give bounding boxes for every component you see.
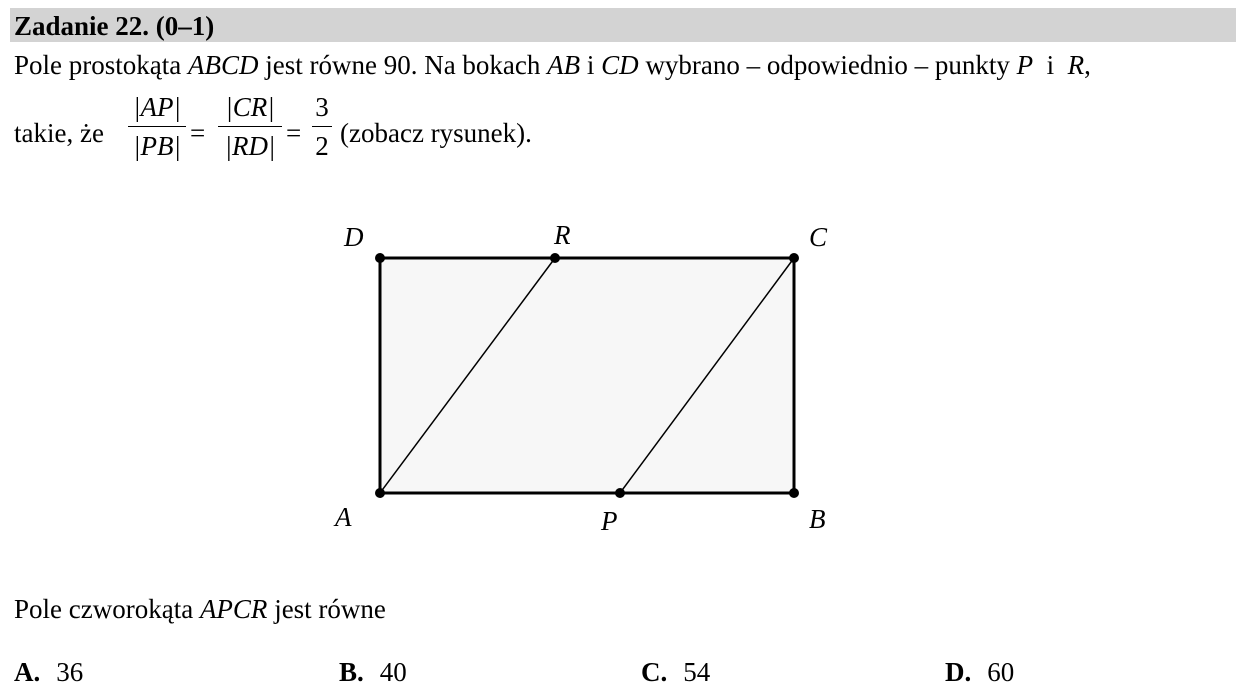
vertex-a <box>375 488 385 498</box>
rectangle-abcd <box>380 258 794 493</box>
option-letter: C. <box>641 657 668 687</box>
fraction-numerator: |AP| <box>133 92 181 122</box>
label-a: A <box>335 502 352 532</box>
option-a[interactable] <box>14 656 83 688</box>
prompt-text: Pole czworokąta <box>14 594 200 624</box>
option-letter: A. <box>14 657 41 687</box>
label-p: P <box>601 506 618 536</box>
label-d: D <box>344 222 364 252</box>
statement-text: i <box>1033 50 1068 80</box>
label-r: R <box>554 220 571 250</box>
option-b[interactable] <box>339 656 407 688</box>
statement-text: takie, że <box>14 118 104 148</box>
question-prompt <box>14 593 386 625</box>
statement-text: jest równe 90. Na bokach <box>258 50 548 80</box>
statement-text: , <box>1084 50 1091 80</box>
fraction-numerator: 3 <box>315 92 329 122</box>
option-value: 54 <box>683 657 711 687</box>
statement-text: Pole prostokąta <box>14 50 188 80</box>
task-title: Zadanie 22. (0–1) <box>14 11 215 41</box>
option-c[interactable] <box>641 656 710 688</box>
vertex-c <box>789 253 799 263</box>
fraction-denominator: |RD| <box>224 131 276 161</box>
side-ab: AB <box>547 50 581 80</box>
option-d[interactable] <box>945 656 1014 688</box>
side-cd: CD <box>601 50 639 80</box>
option-letter: D. <box>945 657 972 687</box>
vertex-d <box>375 253 385 263</box>
option-value: 36 <box>56 657 84 687</box>
option-letter: B. <box>339 657 364 687</box>
quad-name: APCR <box>199 594 268 624</box>
statement-text: i <box>580 50 602 80</box>
point-r-dot <box>550 253 560 263</box>
label-b: B <box>809 504 826 534</box>
point-p-dot <box>615 488 625 498</box>
fraction-numerator: |CR| <box>225 92 275 122</box>
prompt-text: jest równe <box>267 594 386 624</box>
vertex-b <box>789 488 799 498</box>
statement-text: (zobacz rysunek). <box>340 118 532 148</box>
equals-sign: = <box>286 118 302 148</box>
statement-text: wybrano – odpowiednio – punkty <box>638 50 1017 80</box>
fraction-denominator: |PB| <box>133 131 181 161</box>
point-r: R <box>1067 50 1085 80</box>
equals-sign: = <box>190 118 206 148</box>
option-value: 40 <box>379 657 407 687</box>
point-p: P <box>1016 50 1034 80</box>
fraction-denominator: 2 <box>315 131 329 161</box>
rect-name: ABCD <box>187 50 259 80</box>
option-value: 60 <box>987 657 1015 687</box>
label-c: C <box>809 222 828 252</box>
